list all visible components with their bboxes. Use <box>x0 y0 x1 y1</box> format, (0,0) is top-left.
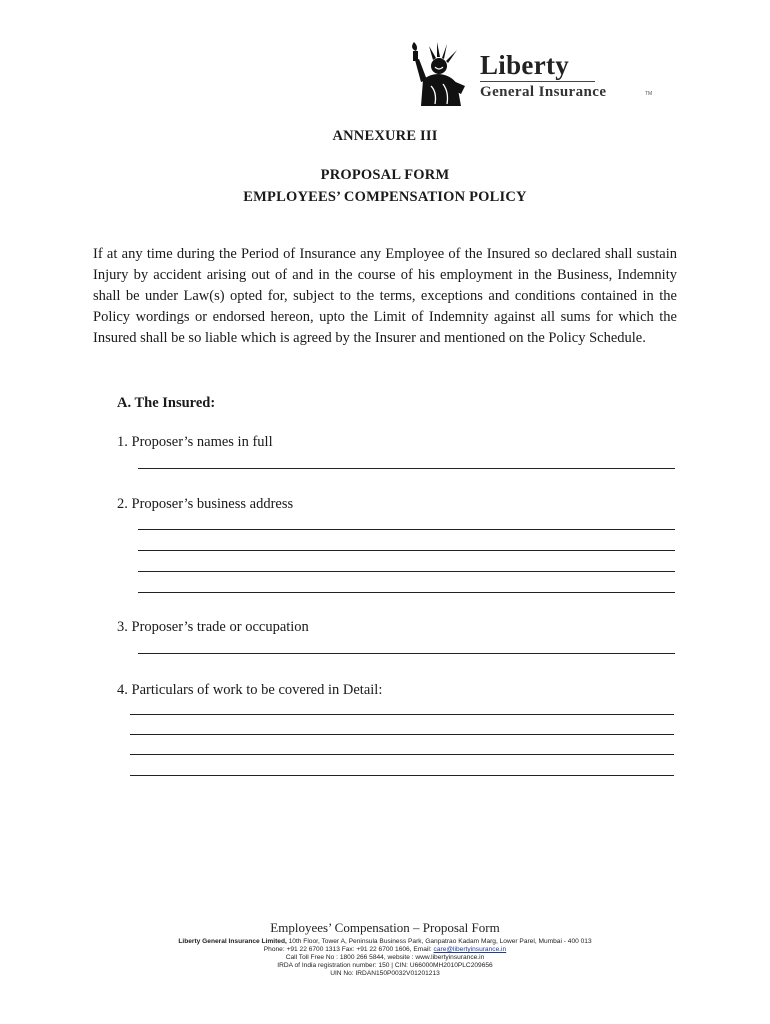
footer-address-line <box>0 938 770 946</box>
intro-paragraph: If at any time during the Period of Insurance any Employee of the Insured so declared shall sustain Injury by accident arising out of and in the course of his employment in the Business, Indemnity shall be under Law(s) opted for, subject to the terms, exceptions and conditions contained in the Policy wordings or endorsed hereon, upto the Limit of Indemnity against all sums for which the Insured shall be so liable which is agreed by the Insurer and mentioned on the Policy Schedule. <box>93 246 677 346</box>
footer-address: 10th Floor, Tower A, Peninsula Business Park, Ganpatrao Kadam Marg, Lower Parel, Mumbai - 400 013 <box>286 938 592 945</box>
answer-line-2a[interactable] <box>138 529 675 530</box>
logo-subtitle: General Insurance <box>480 84 607 100</box>
statue-of-liberty-icon <box>405 40 477 108</box>
answer-line-2c[interactable] <box>138 571 675 572</box>
answer-line-4d[interactable] <box>130 775 674 776</box>
form-title: PROPOSAL FORM <box>320 167 450 183</box>
logo-divider <box>480 81 595 82</box>
footer-irda: IRDA of India registration number: 150 | CIN: U66000MH2010PLC209656 <box>277 962 493 969</box>
question-1-label: 1. Proposer’s names in full <box>117 434 273 450</box>
question-2-label: 2. Proposer’s business address <box>117 496 294 512</box>
footer-toll-free: Call Toll Free No : 1800 266 5844, website : www.libertyinsurance.in <box>285 954 485 961</box>
logo-wordmark: Liberty <box>480 50 570 80</box>
answer-line-3[interactable] <box>138 653 675 654</box>
footer-uin: UIN No: IRDAN150P0032V01201213 <box>330 970 440 977</box>
footer-company-name: Liberty General Insurance Limited, <box>178 938 287 945</box>
section-a-heading: A. The Insured: <box>117 395 216 411</box>
policy-title: EMPLOYEES’ COMPENSATION POLICY <box>243 189 527 205</box>
logo-trademark: TM <box>645 91 653 97</box>
answer-line-2b[interactable] <box>138 550 675 551</box>
answer-line-4b[interactable] <box>130 734 674 735</box>
footer-email-link[interactable]: care@libertyinsurance.in <box>433 946 507 953</box>
footer-contact-line <box>0 946 770 954</box>
answer-line-4a[interactable] <box>130 714 674 715</box>
company-logo <box>405 40 655 108</box>
footer-form-name: Employees’ Compensation – Proposal Form <box>270 920 500 935</box>
answer-line-1[interactable] <box>138 468 675 469</box>
footer-phone: Phone: +91 22 6700 1313 Fax: +91 22 6700 1606, Email: <box>263 946 434 953</box>
answer-line-2d[interactable] <box>138 592 675 593</box>
answer-line-4c[interactable] <box>130 754 674 755</box>
question-4-label: 4. Particulars of work to be covered in Detail: <box>117 682 383 698</box>
question-3-label: 3. Proposer’s trade or occupation <box>117 619 309 635</box>
annexure-heading: ANNEXURE III <box>332 128 438 144</box>
